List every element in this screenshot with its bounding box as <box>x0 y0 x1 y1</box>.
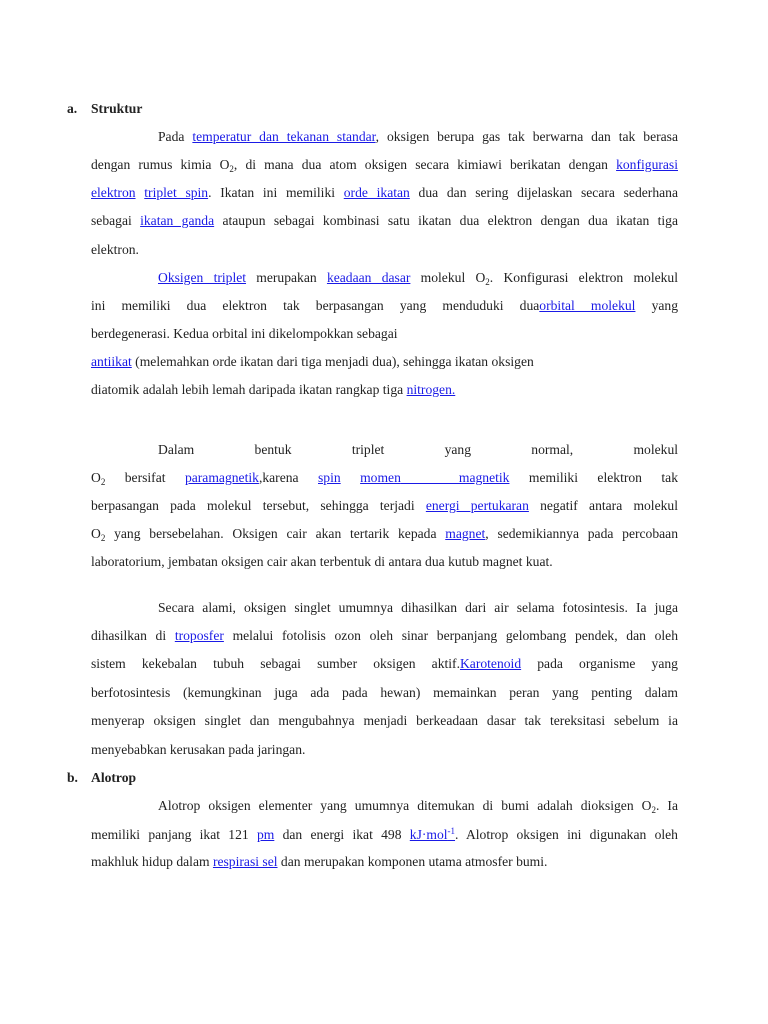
paragraph-line: sebagai ikatan ganda ataupun sebagai kombinasi satu ikatan dua elektron dengan dua ikatan tiga <box>91 213 678 228</box>
paragraph-line: Alotrop oksigen elementer yang umumnya ditemukan di bumi adalah dioksigen $O_2$. Ia <box>158 798 678 815</box>
paragraph-line: dihasilkan di troposfer melalui fotolisis ozon oleh sinar berpanjang gelombang pendek, dan oleh <box>91 628 678 643</box>
link-energi-pertukaran[interactable]: energi pertukaran <box>425 498 529 513</box>
link-karotenoid[interactable]: Karotenoid <box>459 656 522 671</box>
link-underline-gap <box>401 471 459 484</box>
link-temperatur-dan-tekanan-standar[interactable]: temperatur dan tekanan standar <box>192 129 376 144</box>
paragraph-line: Dalam bentuk triplet yang normal, molekul <box>158 442 678 457</box>
section-b-marker: b. <box>67 770 78 785</box>
link-triplet-spin[interactable]: triplet spin <box>144 185 209 200</box>
link-orbital-molekul[interactable]: orbital molekul <box>539 298 636 313</box>
link-momen-magnetik[interactable]: momen magnetik <box>360 470 510 485</box>
link-nitrogen[interactable]: nitrogen. <box>406 382 456 397</box>
paragraph-line: sistem kekebalan tubuh sebagai sumber oksigen aktif.Karotenoid pada organisme yang <box>91 656 678 671</box>
paragraph-line: laboratorium, jembatan oksigen cair akan terbentuk di antara dua kutub magnet kuat. <box>91 554 553 569</box>
section-a-title: Struktur <box>91 101 143 116</box>
paragraph-line: antiikat (melemahkan orde ikatan dari tiga menjadi dua), sehingga ikatan oksigen <box>91 354 534 369</box>
paragraph-line: $O_2$ yang bersebelahan. Oksigen cair akan tertarik kepada magnet, sedemikiannya pada percobaan <box>91 526 678 543</box>
paragraph-line: Oksigen triplet merupakan keadaan dasar molekul $O_2$. Konfigurasi elektron molekul <box>158 270 678 287</box>
paragraph-line: memiliki panjang ikat 121 pm dan energi ikat 498 kJ·mol$^{-1}$. Alotrop oksigen ini digunakan oleh <box>91 826 678 842</box>
link-kj-mol[interactable]: kJ·mol$^{-1}$ <box>409 826 456 842</box>
paragraph-line: berfotosintesis (kemungkinan juga ada pada hewan) memainkan peran yang penting dalam <box>91 685 678 700</box>
paragraph-line: menyebabkan kerusakan pada jaringan. <box>91 742 306 757</box>
paragraph-line: Secara alami, oksigen singlet umumnya dihasilkan dari air selama fotosintesis. Ia juga <box>158 600 678 615</box>
link-paramagnetik[interactable]: paramagnetik <box>184 470 259 485</box>
paragraph-line: makhluk hidup dalam respirasi sel dan merupakan komponen utama atmosfer bumi. <box>91 854 548 869</box>
link-elektron[interactable]: elektron <box>91 185 136 200</box>
paragraph-line: berpasangan pada molekul tersebut, sehingga terjadi energi pertukaran negatif antara molekul <box>91 498 678 513</box>
link-troposfer[interactable]: troposfer <box>174 628 224 643</box>
section-b-heading <box>67 770 136 786</box>
link-pm[interactable]: pm <box>256 827 275 842</box>
link-orde-ikatan[interactable]: orde ikatan <box>343 185 410 200</box>
link-antiikat[interactable]: antiikat <box>91 354 132 369</box>
section-a-marker: a. <box>67 101 78 116</box>
paragraph-line: diatomik adalah lebih lemah daripada ikatan rangkap tiga nitrogen. <box>91 382 456 397</box>
link-spin[interactable]: spin <box>318 470 341 485</box>
paragraph-line: elektron. <box>91 242 139 257</box>
paragraph-line: elektron triplet spin. Ikatan ini memiliki orde ikatan dua dan sering dijelaskan secara sederhana <box>91 185 678 200</box>
link-magnet[interactable]: magnet <box>445 526 486 541</box>
link-ikatan-ganda[interactable]: ikatan ganda <box>140 213 215 228</box>
section-a-heading <box>67 101 142 117</box>
link-respirasi-sel[interactable]: respirasi sel <box>212 854 278 869</box>
paragraph-line: ini memiliki dua elektron tak berpasangan yang menduduki duaorbital molekul yang <box>91 298 678 313</box>
link-konfigurasi[interactable]: konfigurasi <box>616 157 678 172</box>
paragraph-line: dengan rumus kimia $O_2$, di mana dua atom oksigen secara kimiawi berikatan dengan konfigurasi <box>91 157 678 174</box>
paragraph-line: Pada temperatur dan tekanan standar, oksigen berupa gas tak berwarna dan tak berasa <box>158 129 678 144</box>
paragraph-line: menyerap oksigen singlet dan mengubahnya menjadi berkeadaan dasar tak tereksitasi sebelum ia <box>91 713 678 728</box>
paragraph-line: $O_2$ bersifat paramagnetik,karena spin momen magnetik memiliki elektron tak <box>91 470 678 487</box>
link-keadaan-dasar[interactable]: keadaan dasar <box>326 270 411 285</box>
link-oksigen-triplet[interactable]: Oksigen triplet <box>158 270 247 285</box>
paragraph-line: berdegenerasi. Kedua orbital ini dikelompokkan sebagai <box>91 326 398 341</box>
section-b-title: Alotrop <box>91 770 137 785</box>
